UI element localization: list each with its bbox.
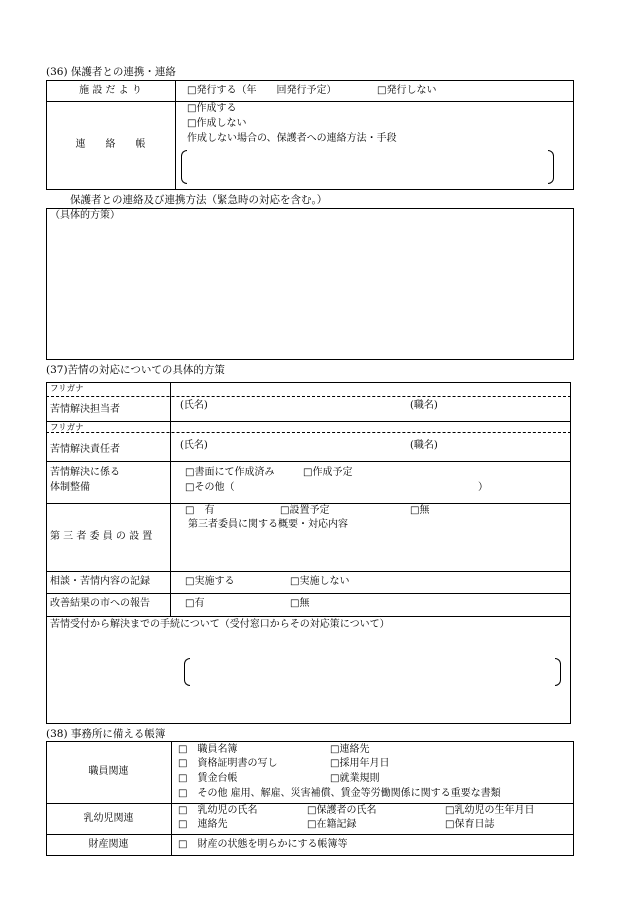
nyuyoji-contact-checkbox[interactable]: □ 連絡先 bbox=[178, 819, 228, 830]
section-38-title: (38) 事務所に備える帳簿 bbox=[46, 728, 166, 740]
shokuin-meibo-checkbox[interactable]: □ 職員名簿 bbox=[178, 744, 238, 755]
zaisan-ledger-checkbox[interactable]: □ 財産の状態を明らかにする帳簿等 bbox=[178, 839, 348, 850]
nyuyoji-birthdate-checkbox[interactable]: □乳幼児の生年月日 bbox=[445, 805, 535, 816]
taisei-close-paren: ） bbox=[478, 482, 488, 493]
houkoku-yes-checkbox[interactable]: □有 bbox=[185, 598, 205, 609]
shokuin-wage-checkbox[interactable]: □ 賃金台帳 bbox=[178, 773, 238, 784]
sekinin-name-label: (氏名) bbox=[180, 440, 208, 451]
renraku-nocreate-checkbox[interactable]: □作成しない bbox=[187, 118, 247, 129]
shokuin-other-checkbox[interactable]: □ その他 雇用、解雇、災害補償、賃金等労働関係に関する重要な書類 bbox=[178, 788, 501, 799]
taisei-label-1: 苦情解決に係る bbox=[50, 467, 120, 478]
tanto-name-label: (氏名) bbox=[180, 400, 208, 411]
sekinin-label: 苦情解決責任者 bbox=[50, 444, 120, 455]
renraku-note: 作成しない場合の、保護者への連絡方法・手段 bbox=[187, 133, 397, 144]
furigana-label: フリガナ bbox=[50, 423, 84, 433]
zaisan-label: 財産関連 bbox=[88, 839, 129, 850]
bracket-left bbox=[181, 150, 187, 184]
taisei-written-checkbox[interactable]: □書面にて作成済み bbox=[185, 467, 275, 478]
shisetsu-no-issue-checkbox[interactable]: □発行しない bbox=[377, 85, 437, 96]
kiroku-dont-checkbox[interactable]: □実施しない bbox=[290, 576, 350, 587]
shokuin-label: 職員関連 bbox=[88, 766, 129, 777]
kiroku-do-checkbox[interactable]: □実施する bbox=[185, 576, 235, 587]
daisansha-planned-checkbox[interactable]: □設置予定 bbox=[280, 505, 330, 516]
shisetsu-issue-checkbox[interactable]: □発行する（年 回発行予定） bbox=[187, 85, 337, 96]
nyuyoji-guardian-checkbox[interactable]: □保護者の氏名 bbox=[307, 805, 377, 816]
taisei-other-checkbox[interactable]: □その他（ bbox=[185, 482, 235, 493]
houkoku-label: 改善結果の市への報告 bbox=[50, 598, 150, 609]
kiroku-label: 相談・苦情内容の記録 bbox=[50, 576, 150, 587]
section-36-title: (36) 保護者との連携・連絡 bbox=[46, 66, 176, 78]
houkoku-no-checkbox[interactable]: □無 bbox=[290, 598, 310, 609]
method-title: 保護者との連絡及び連携方法（緊急時の対応を含む。） bbox=[70, 194, 328, 206]
daisansha-no-checkbox[interactable]: □無 bbox=[410, 505, 430, 516]
renraku-create-checkbox[interactable]: □作成する bbox=[187, 103, 237, 114]
daisansha-yes-checkbox[interactable]: □ 有 bbox=[185, 505, 215, 516]
section-37-title: (37)苦情の対応についての具体的方策 bbox=[46, 364, 225, 376]
tetsuzuki-label: 苦情受付から解決までの手続について（受付窓口からその対応策について） bbox=[50, 619, 390, 630]
nyuyoji-enrollment-checkbox[interactable]: □在籍記録 bbox=[307, 819, 357, 830]
shokuin-contact-checkbox[interactable]: □連絡先 bbox=[330, 744, 370, 755]
bracket-right bbox=[548, 150, 554, 184]
shisetsu-label: 施 設 だ よ り bbox=[79, 85, 142, 96]
taisei-label-2: 体制整備 bbox=[50, 482, 90, 493]
s37-table bbox=[46, 382, 571, 724]
nyuyoji-label: 乳幼児関連 bbox=[83, 813, 134, 824]
bracket-right bbox=[555, 658, 561, 686]
method-textbox[interactable] bbox=[46, 208, 574, 360]
shokuin-rules-checkbox[interactable]: □就業規則 bbox=[330, 773, 380, 784]
nyuyoji-name-checkbox[interactable]: □ 乳幼児の氏名 bbox=[178, 805, 258, 816]
renraku-label: 連 絡 帳 bbox=[75, 139, 146, 150]
taisei-planned-checkbox[interactable]: □作成予定 bbox=[303, 467, 353, 478]
shokuin-certificate-checkbox[interactable]: □ 資格証明書の写し bbox=[178, 758, 278, 769]
tanto-post-label: (職名) bbox=[410, 400, 438, 411]
shokuin-hiredate-checkbox[interactable]: □採用年月日 bbox=[330, 758, 390, 769]
bracket-left bbox=[184, 658, 190, 686]
nyuyoji-diary-checkbox[interactable]: □保育日誌 bbox=[445, 819, 495, 830]
tanto-label: 苦情解決担当者 bbox=[50, 404, 120, 415]
daisansha-label: 第 三 者 委 員 の 設 置 bbox=[50, 531, 153, 542]
sekinin-post-label: (職名) bbox=[410, 440, 438, 451]
method-box-label: （具体的方策） bbox=[50, 210, 120, 221]
daisansha-note: 第三者委員に関する概要・対応内容 bbox=[188, 519, 348, 530]
furigana-label: フリガナ bbox=[50, 384, 84, 394]
